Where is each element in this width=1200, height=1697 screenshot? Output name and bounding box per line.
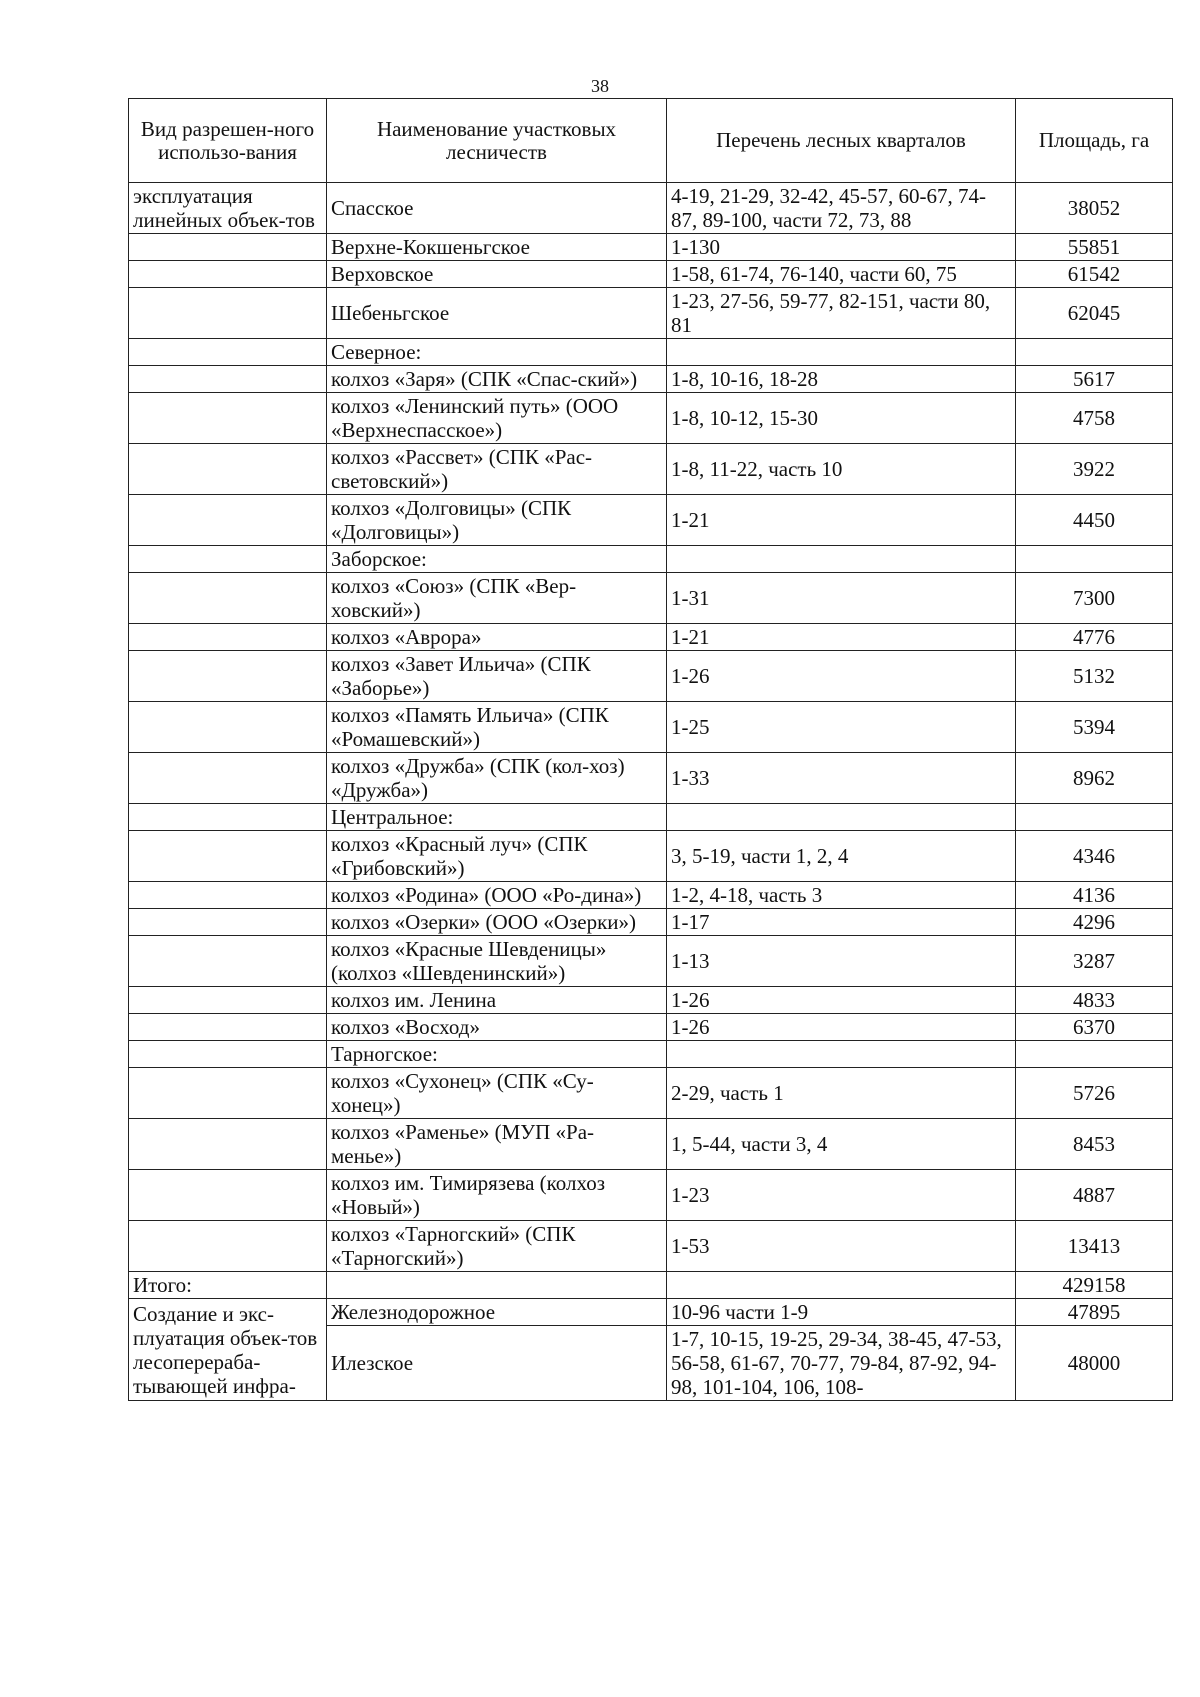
forestry-name-cell: колхоз «Озерки» (ООО «Озерки») <box>327 909 667 936</box>
area-cell: 3287 <box>1016 936 1173 987</box>
use-type-cell <box>129 339 327 366</box>
forest-quarters-table <box>128 98 1173 1401</box>
table-row <box>129 339 1173 366</box>
quarters-cell: 1-21 <box>667 624 1016 651</box>
table-row <box>129 1170 1173 1221</box>
table-header-row <box>129 99 1173 183</box>
quarters-cell: 1-8, 11-22, часть 10 <box>667 444 1016 495</box>
use-type-cell <box>129 1041 327 1068</box>
table-row <box>129 651 1173 702</box>
quarters-cell <box>667 339 1016 366</box>
area-cell: 62045 <box>1016 288 1173 339</box>
table-row <box>129 1299 1173 1326</box>
forestry-name-cell: колхоз «Ленинский путь» (ООО «Верхнеспасское») <box>327 393 667 444</box>
table-row <box>129 1221 1173 1272</box>
quarters-cell: 1-17 <box>667 909 1016 936</box>
area-cell <box>1016 339 1173 366</box>
table-row <box>129 546 1173 573</box>
use-type-cell <box>129 261 327 288</box>
forestry-name-cell: Верховское <box>327 261 667 288</box>
quarters-cell: 1-21 <box>667 495 1016 546</box>
use-type-cell <box>129 1014 327 1041</box>
total-row <box>129 1272 1173 1299</box>
forestry-name-cell: Шебеньгское <box>327 288 667 339</box>
table-row <box>129 1041 1173 1068</box>
use-type-cell <box>129 393 327 444</box>
use-type-cell <box>129 804 327 831</box>
quarters-cell: 1-53 <box>667 1221 1016 1272</box>
area-cell: 55851 <box>1016 234 1173 261</box>
area-cell: 5132 <box>1016 651 1173 702</box>
quarters-cell: 1-26 <box>667 987 1016 1014</box>
table-row <box>129 936 1173 987</box>
quarters-cell: 4-19, 21-29, 32-42, 45-57, 60-67, 74-87, 89-100, части 72, 73, 88 <box>667 183 1016 234</box>
use-type-cell <box>129 573 327 624</box>
area-cell: 429158 <box>1016 1272 1173 1299</box>
total-label-cell: Итого: <box>129 1272 327 1299</box>
quarters-cell: 3, 5-19, части 1, 2, 4 <box>667 831 1016 882</box>
area-cell: 4450 <box>1016 495 1173 546</box>
forestry-name-cell: колхоз «Завет Ильича» (СПК «Заборье») <box>327 651 667 702</box>
forestry-name-cell: колхоз «Дружба» (СПК (кол-хоз) «Дружба») <box>327 753 667 804</box>
forestry-name-cell: Железнодорожное <box>327 1299 667 1326</box>
area-cell: 7300 <box>1016 573 1173 624</box>
area-cell: 3922 <box>1016 444 1173 495</box>
use-type-cell <box>129 831 327 882</box>
forestry-name-cell: колхоз «Память Ильича» (СПК «Ромашевский») <box>327 702 667 753</box>
table-row <box>129 1014 1173 1041</box>
quarters-cell: 1-31 <box>667 573 1016 624</box>
table-row <box>129 987 1173 1014</box>
area-cell: 4346 <box>1016 831 1173 882</box>
forestry-name-cell <box>327 1272 667 1299</box>
use-type-cell <box>129 495 327 546</box>
quarters-cell <box>667 804 1016 831</box>
quarters-cell: 1-13 <box>667 936 1016 987</box>
table-row <box>129 804 1173 831</box>
forestry-name-cell: Верхне-Кокшеньгское <box>327 234 667 261</box>
area-cell: 4758 <box>1016 393 1173 444</box>
area-cell: 4887 <box>1016 1170 1173 1221</box>
use-type-cell <box>129 909 327 936</box>
forestry-name-cell: колхоз «Красный луч» (СПК «Грибовский») <box>327 831 667 882</box>
forestry-name-cell: Спасское <box>327 183 667 234</box>
area-cell: 5394 <box>1016 702 1173 753</box>
header-use-type: Вид разрешен-ного использо-вания <box>129 99 327 183</box>
forestry-name-cell: Илезское <box>327 1326 667 1401</box>
quarters-cell: 1-8, 10-16, 18-28 <box>667 366 1016 393</box>
use-type-cell <box>129 987 327 1014</box>
use-type-cell <box>129 651 327 702</box>
table-row <box>129 831 1173 882</box>
area-cell: 4296 <box>1016 909 1173 936</box>
quarters-cell: 1-26 <box>667 651 1016 702</box>
area-cell: 4776 <box>1016 624 1173 651</box>
table-row <box>129 444 1173 495</box>
forestry-name-cell: колхоз «Союз» (СПК «Вер-ховский») <box>327 573 667 624</box>
table-row <box>129 882 1173 909</box>
area-cell <box>1016 546 1173 573</box>
area-cell: 4136 <box>1016 882 1173 909</box>
quarters-cell: 1-23, 27-56, 59-77, 82-151, части 80, 81 <box>667 288 1016 339</box>
table-row <box>129 573 1173 624</box>
table-row <box>129 624 1173 651</box>
area-cell: 5726 <box>1016 1068 1173 1119</box>
header-area: Площадь, га <box>1016 99 1173 183</box>
area-cell: 47895 <box>1016 1299 1173 1326</box>
forestry-name-cell: колхоз «Рассвет» (СПК «Рас-световский») <box>327 444 667 495</box>
forestry-name-cell: колхоз «Восход» <box>327 1014 667 1041</box>
table-row <box>129 1119 1173 1170</box>
use-type-cell <box>129 1119 327 1170</box>
use-type-cell: эксплуатация линейных объек-тов <box>129 183 327 234</box>
use-type-cell <box>129 753 327 804</box>
quarters-cell: 1-26 <box>667 1014 1016 1041</box>
area-cell: 6370 <box>1016 1014 1173 1041</box>
quarters-cell <box>667 1272 1016 1299</box>
forestry-name-cell: Тарногское: <box>327 1041 667 1068</box>
area-cell: 8962 <box>1016 753 1173 804</box>
forestry-name-cell: колхоз им. Тимирязева (колхоз «Новый») <box>327 1170 667 1221</box>
forestry-name-cell: Заборское: <box>327 546 667 573</box>
forestry-name-cell: колхоз «Тарногский» (СПК «Тарногский») <box>327 1221 667 1272</box>
table-row <box>129 261 1173 288</box>
use-type-cell <box>129 882 327 909</box>
quarters-cell: 1-2, 4-18, часть 3 <box>667 882 1016 909</box>
table-row <box>129 702 1173 753</box>
use-type-cell <box>129 1068 327 1119</box>
area-cell: 8453 <box>1016 1119 1173 1170</box>
area-cell <box>1016 1041 1173 1068</box>
forestry-name-cell: колхоз «Сухонец» (СПК «Су-хонец») <box>327 1068 667 1119</box>
table-row <box>129 234 1173 261</box>
forestry-name-cell: Северное: <box>327 339 667 366</box>
quarters-cell <box>667 546 1016 573</box>
quarters-cell: 1-25 <box>667 702 1016 753</box>
use-type-cell <box>129 546 327 573</box>
table-row <box>129 288 1173 339</box>
area-cell: 38052 <box>1016 183 1173 234</box>
table-row <box>129 909 1173 936</box>
quarters-cell: 10-96 части 1-9 <box>667 1299 1016 1326</box>
area-cell: 5617 <box>1016 366 1173 393</box>
area-cell: 4833 <box>1016 987 1173 1014</box>
use-type-cell <box>129 288 327 339</box>
table-row <box>129 366 1173 393</box>
forestry-name-cell: колхоз «Аврора» <box>327 624 667 651</box>
use-type-cell <box>129 936 327 987</box>
table-row <box>129 393 1173 444</box>
quarters-cell: 1-33 <box>667 753 1016 804</box>
area-cell: 61542 <box>1016 261 1173 288</box>
forestry-name-cell: колхоз «Раменье» (МУП «Ра-менье») <box>327 1119 667 1170</box>
quarters-cell: 1-8, 10-12, 15-30 <box>667 393 1016 444</box>
quarters-cell: 1-7, 10-15, 19-25, 29-34, 38-45, 47-53, 56-58, 61-67, 70-77, 79-84, 87-92, 94-98, 101-104, 106, 108- <box>667 1326 1016 1401</box>
table-row <box>129 1068 1173 1119</box>
forestry-name-cell: Центральное: <box>327 804 667 831</box>
use-type-cell <box>129 624 327 651</box>
forestry-name-cell: колхоз «Красные Шевденицы» (колхоз «Шевденинский») <box>327 936 667 987</box>
area-cell <box>1016 804 1173 831</box>
use-type-cell <box>129 1170 327 1221</box>
quarters-cell: 1-58, 61-74, 76-140, части 60, 75 <box>667 261 1016 288</box>
use-type-cell <box>129 1221 327 1272</box>
use-type-cell <box>129 366 327 393</box>
area-cell: 13413 <box>1016 1221 1173 1272</box>
forestry-name-cell: колхоз «Родина» (ООО «Ро-дина») <box>327 882 667 909</box>
use-type-cell <box>129 444 327 495</box>
table-row <box>129 183 1173 234</box>
use-type-cell <box>129 702 327 753</box>
table-row <box>129 495 1173 546</box>
header-forestry-name: Наименование участковых лесничеств <box>327 99 667 183</box>
forestry-name-cell: колхоз им. Ленина <box>327 987 667 1014</box>
forestry-name-cell: колхоз «Долговицы» (СПК «Долговицы») <box>327 495 667 546</box>
quarters-cell: 1-130 <box>667 234 1016 261</box>
use-type-cell: Создание и экс-плуатация объек-тов лесоперераба-тывающей инфра- <box>129 1299 327 1401</box>
use-type-cell <box>129 234 327 261</box>
quarters-cell: 1, 5-44, части 3, 4 <box>667 1119 1016 1170</box>
quarters-cell: 1-23 <box>667 1170 1016 1221</box>
quarters-cell: 2-29, часть 1 <box>667 1068 1016 1119</box>
area-cell: 48000 <box>1016 1326 1173 1401</box>
forestry-name-cell: колхоз «Заря» (СПК «Спас-ский») <box>327 366 667 393</box>
quarters-cell <box>667 1041 1016 1068</box>
header-quarters: Перечень лесных кварталов <box>667 99 1016 183</box>
table-row <box>129 753 1173 804</box>
page-number: 38 <box>591 76 609 96</box>
